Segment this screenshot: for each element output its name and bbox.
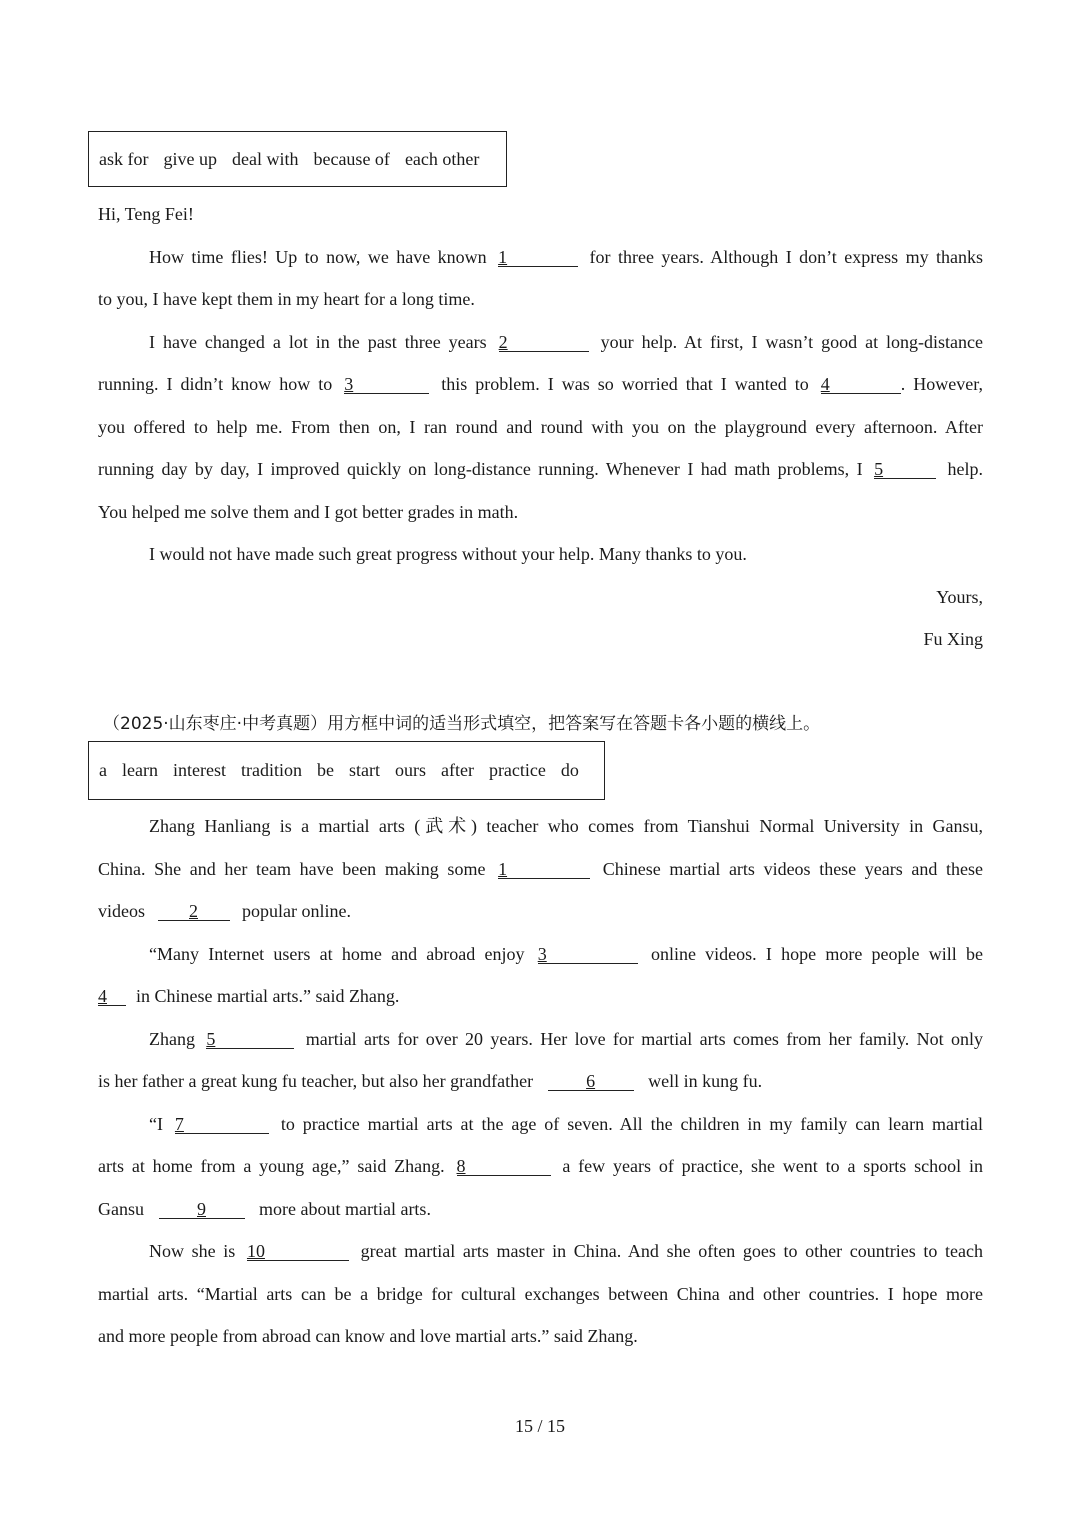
paragraph-line: videos 2 popular online. [98, 901, 351, 921]
answer-blank[interactable]: 1 [498, 248, 578, 267]
answer-blank[interactable]: 5 [206, 1030, 294, 1049]
paragraph-line: I would not have made such great progress without your help. Many thanks to you. [149, 544, 747, 564]
paragraph-line: is her father a great kung fu teacher, but also her grandfather 6 well in kung fu. [98, 1071, 763, 1091]
word-box-2 [88, 741, 605, 800]
word-box-item: deal with [231, 148, 299, 169]
paragraph-line: You helped me solve them and I got better grades in math. [98, 502, 519, 522]
answer-blank[interactable]: 10 [247, 1242, 349, 1261]
letter-closing: Yours, [936, 587, 983, 607]
paragraph-line: running. I didn’t know how to 3 this problem. I was so worried that I wanted to 4 . However, [98, 374, 984, 394]
answer-blank[interactable]: 4 [821, 375, 901, 394]
answer-blank[interactable]: 7 [175, 1115, 269, 1134]
paragraph-line: Gansu 9 more about martial arts. [98, 1199, 431, 1219]
answer-blank[interactable]: 2 [158, 902, 230, 921]
answer-blank[interactable]: 5 [874, 460, 936, 479]
word-box-item: each other [404, 148, 480, 169]
word-box-item: do [560, 760, 579, 780]
word-box-item: give up [163, 148, 217, 169]
paragraph-line: martial arts. “Martial arts can be a bridge for cultural exchanges between China and other countries. I hope more [98, 1284, 983, 1304]
word-box-item: ask for [99, 148, 149, 169]
answer-blank[interactable]: 4 [98, 987, 126, 1006]
paragraph-line: “Many Internet users at home and abroad enjoy 3 online videos. I hope more people will be [149, 944, 983, 964]
answer-blank[interactable]: 1 [498, 860, 590, 879]
paragraph-line: 4 in Chinese martial arts.” said Zhang. [98, 986, 400, 1006]
paragraph-line: China. She and her team have been making some 1 Chinese martial arts videos these years and these [98, 859, 984, 879]
word-box-item: interest [172, 760, 226, 780]
paragraph-line: I have changed a lot in the past three years 2 your help. At first, I wasn’t good at long-distance [149, 332, 984, 352]
paragraph-line: arts at home from a young age,” said Zhang. 8 a few years of practice, she went to a sports school in [98, 1156, 983, 1176]
answer-blank[interactable]: 3 [538, 945, 638, 964]
paragraph-line: running day by day, I improved quickly on long-distance running. Whenever I had math problems, I 5 help. [98, 459, 984, 479]
word-box-1 [88, 131, 507, 187]
word-box-item: be [316, 760, 334, 780]
paragraph-line: Zhang 5 martial arts for over 20 years. Her love for martial arts comes from her family. Not only [149, 1029, 984, 1049]
question-header: （2025·山东枣庄·中考真题）用方框中词的适当形式填空，把答案写在答题卡各小题的横线上。 [103, 714, 821, 734]
letter-greeting: Hi, Teng Fei! [98, 204, 194, 224]
answer-blank[interactable]: 6 [548, 1072, 634, 1091]
word-box-item: learn [122, 760, 158, 780]
paragraph-line: to you, I have kept them in my heart for a long time. [98, 289, 475, 309]
word-box-item: a [99, 760, 107, 780]
answer-blank[interactable]: 8 [457, 1157, 551, 1176]
answer-blank[interactable]: 2 [499, 333, 589, 352]
paragraph-line: “I 7 to practice martial arts at the age of seven. All the children in my family can learn martial [149, 1114, 984, 1134]
paragraph-line: How time flies! Up to now, we have known 1 for three years. Although I don’t express my thanks [149, 247, 984, 267]
page-number: 15 / 15 [514, 1416, 565, 1436]
word-box-item: after [440, 760, 474, 780]
answer-blank[interactable]: 3 [344, 375, 429, 394]
word-box-item: practice [488, 760, 546, 780]
paragraph-line: Now she is 10 great martial arts master in China. And she often goes to other countries to teach [149, 1241, 984, 1261]
word-box-item: start [348, 760, 380, 780]
letter-signature: Fu Xing [923, 629, 983, 649]
paragraph-line: Zhang Hanliang is a martial arts (武术) teacher who comes from Tianshui Normal University in Gansu, [149, 816, 983, 836]
word-box-item: tradition [240, 760, 302, 780]
paragraph-line: you offered to help me. From then on, I ran round and round with you on the playground every afternoon. After [98, 417, 983, 437]
answer-blank[interactable]: 9 [159, 1200, 245, 1219]
word-box-item: ours [394, 760, 426, 780]
paragraph-line: and more people from abroad can know and love martial arts.” said Zhang. [98, 1326, 638, 1346]
word-box-item: because of [313, 148, 390, 169]
